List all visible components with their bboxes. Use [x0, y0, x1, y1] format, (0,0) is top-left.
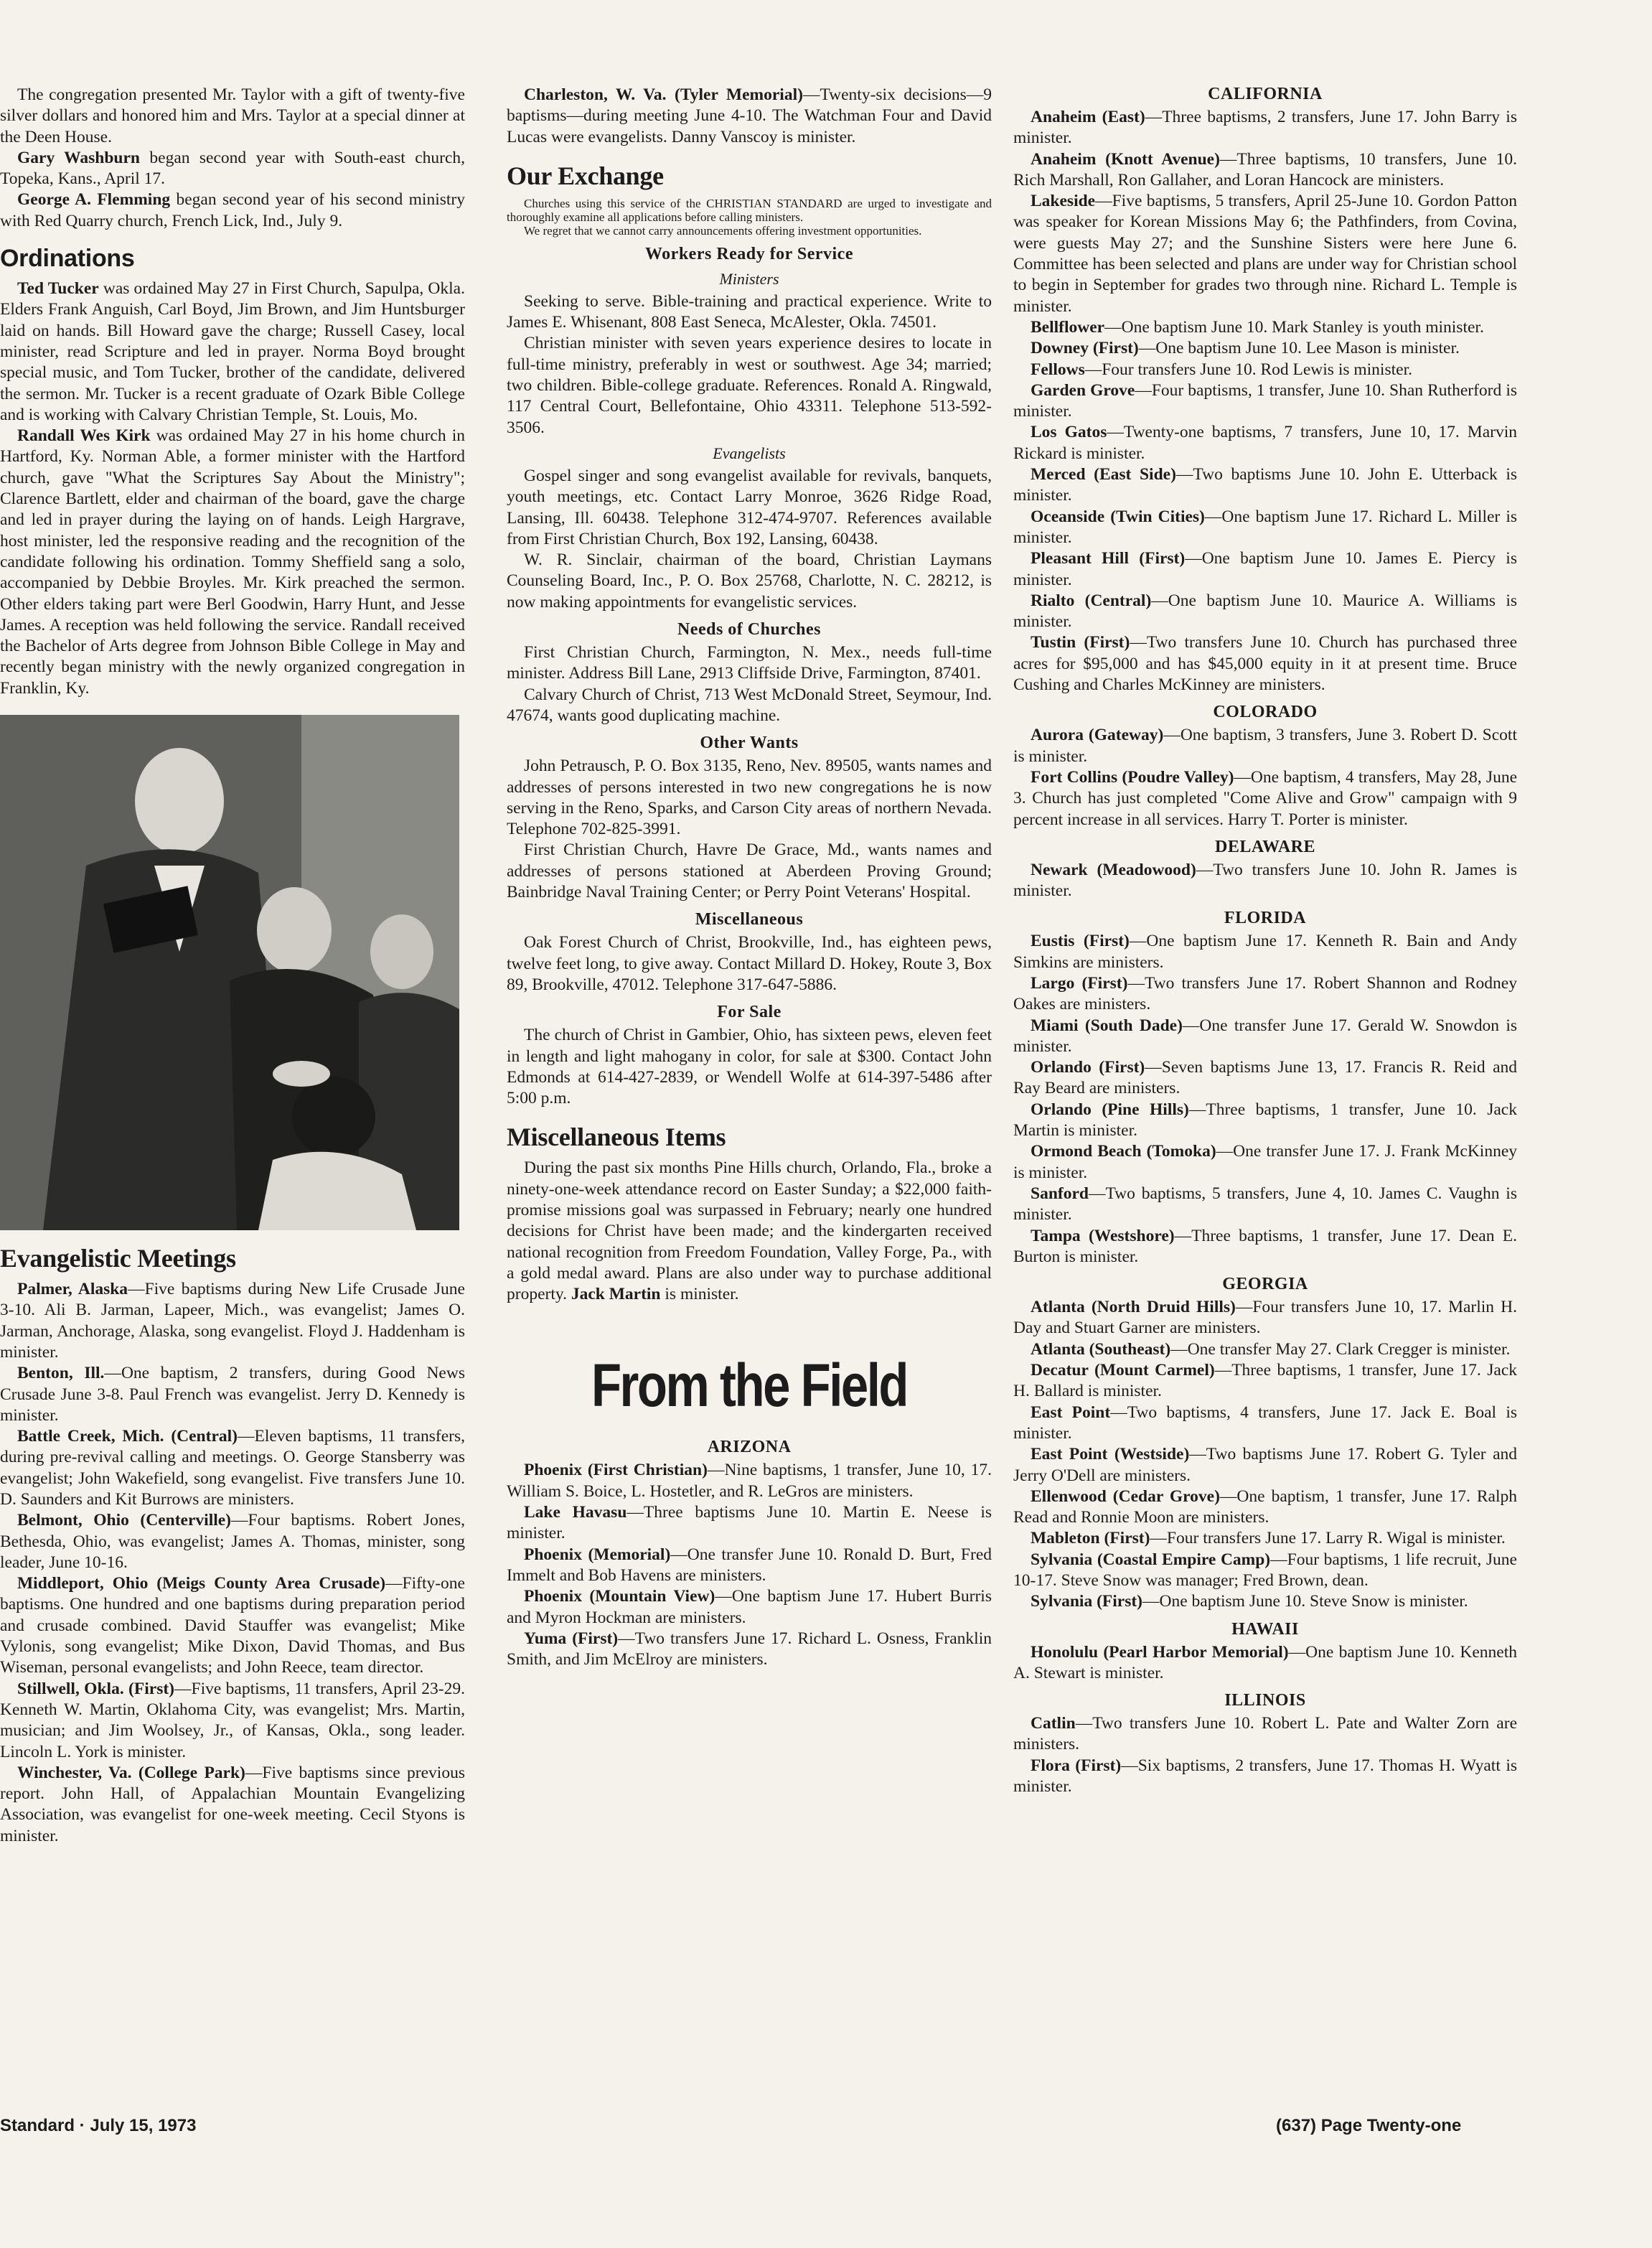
field-report: Garden Grove—Four baptisms, 1 transfer, June 10. Shan Rutherford is minister. [1013, 380, 1517, 421]
field-report: East Point—Two baptisms, 4 transfers, June 17. Jack E. Boal is minister. [1013, 1402, 1517, 1443]
field-report: Miami (South Dade)—One transfer June 17. Gerald W. Snowdon is minister. [1013, 1016, 1517, 1056]
field-report: Fellows—Four transfers June 10. Rod Lewis is minister. [1031, 360, 1412, 379]
field-report: Phoenix (Memorial)—One transfer June 10. Ronald D. Burt, Fred Immelt and Bob Havens are ministers. [507, 1545, 992, 1585]
field-report: Yuma (First)—Two transfers June 17. Richard L. Osness, Franklin Smith, and Jim McElroy are ministers. [507, 1629, 992, 1669]
paragraph: George A. Flemming began second year of his second ministry with Red Quarry church, French Lick, Ind., July 9. [0, 190, 465, 230]
section-heading-miscellaneous-items: Miscellaneous Items [507, 1123, 726, 1152]
state-heading-illinois: ILLINOIS [1224, 1691, 1306, 1710]
state-heading-georgia: GEORGIA [1222, 1275, 1308, 1294]
field-report: Ormond Beach (Tomoka)—One transfer June 17. J. Frank McKinney is minister. [1013, 1142, 1517, 1182]
paragraph: Christian minister with seven years experience desires to locate in full-time ministry, preferably in west or southwest. Age 34; married; two children. Bible-college graduate. References. Ronald A. Ringwald, 117 Central Court, Bellefontaine, Ohio 43311. Telephone 513-592-3506. [507, 334, 992, 437]
field-report: Newark (Meadowood)—Two transfers June 10. John R. James is minister. [1013, 860, 1517, 901]
field-report: Phoenix (Mountain View)—One baptism June 17. Hubert Burris and Myron Hockman are ministers. [507, 1587, 992, 1627]
paragraph: Gary Washburn began second year with South-east church, Topeka, Kans., April 17. [0, 148, 466, 189]
footer-page-number: (637) Page Twenty-one [1276, 2116, 1462, 2135]
field-report: Merced (East Side)—Two baptisms June 10. John E. Utterback is minister. [1013, 465, 1518, 505]
field-report: Flora (First)—Six baptisms, 2 transfers, June 17. Thomas H. Wyatt is minister. [1013, 1756, 1517, 1797]
field-report: Sylvania (First)—One baptism June 10. Steve Snow is minister. [1031, 1592, 1468, 1611]
exchange-note: Churches using this service of the CHRISTIAN STANDARD are urged to investigate and thoroughly examine all applications before calling ministers. [507, 196, 992, 224]
paragraph: Winchester, Va. (College Park)—Five baptisms since previous report. John Hall, of Appalachian Mountain Evangelizing Association, was evangelist for one-week meeting. Cecil Styons is minister. [0, 1763, 465, 1845]
subheading-for-sale: For Sale [717, 1003, 782, 1022]
field-report: Lake Havasu—Three baptisms June 10. Martin E. Neese is minister. [507, 1503, 992, 1543]
paragraph: Charleston, W. Va. (Tyler Memorial)—Twenty-six decisions—9 baptisms—during meeting June 4-10. The Watchman Four and David Lucas were evangelists. Danny Vanscoy is minister. [507, 85, 992, 146]
paragraph: John Petrausch, P. O. Box 3135, Reno, Nev. 89505, wants names and addresses of persons interested in two new congregations he is now serving in the Reno, Sparks, and Carson City areas of northern Nevada. Telephone 702-825-3991. [507, 757, 992, 839]
paragraph: Randall Wes Kirk was ordained May 27 in his home church in Hartford, Ky. Norman Able, a former minister with the Hartford church, gave "What the Scriptures Say About the Ministry"; Clarence Bartlett, elder and chairman of the board, gave the charge and led in prayer during the laying on of hands. Leigh Hargrave, host minister, led the responsive reading and the recognition of the candidate following his ordination. Tommy Sheffield sang a solo, accompanied by Debbie Broyles. Mr. Kirk preached the sermon. Other elders taking part were Berl Goodwin, Harry Hunt, and Jesse James. A reception was held following the service. Randall received the Bachelor of Arts degree from Johnson Bible College in May and recently began ministry with the newly organized congregation in Franklin, Ky. [0, 426, 465, 698]
exchange-note: We regret that we cannot carry announcements offering investment opportunities. [524, 223, 922, 238]
field-report: Pleasant Hill (First)—One baptism June 10. James E. Piercy is minister. [1013, 549, 1517, 589]
subheading-miscellaneous: Miscellaneous [695, 910, 804, 929]
field-report: Tampa (Westshore)—Three baptisms, 1 transfer, June 17. Dean E. Burton is minister. [1013, 1226, 1517, 1266]
field-report: Orlando (Pine Hills)—Three baptisms, 1 transfer, June 10. Jack Martin is minister. [1013, 1100, 1517, 1141]
paragraph: Seeking to serve. Bible-training and practical experience. Write to James E. Whisenant, 808 East Seneca, McAlester, Okla. 74501. [507, 291, 992, 332]
paragraph: Middleport, Ohio (Meigs County Area Crusade)—Fifty-one baptisms. One hundred and one baptisms during preparation period and crusade combined. David Stauffer was evangelist; Mike Vylonis, song evangelist; Mike Dixon, David Thomas, and Bus Wiseman, personal evangelists; and John Reece, team director. [0, 1574, 465, 1677]
field-report: Atlanta (North Druid Hills)—Four transfers June 10, 17. Marlin H. Day and Stuart Garner are ministers. [1013, 1298, 1518, 1338]
field-report: Phoenix (First Christian)—Nine baptisms, 1 transfer, June 10, 17. William S. Boice, L. Hostetler, and R. LeGros are ministers. [507, 1461, 992, 1501]
field-report: Mableton (First)—Four transfers June 17. Larry R. Wigal is minister. [1031, 1529, 1506, 1548]
column-left [0, 85, 465, 1847]
photo-illustration [0, 715, 459, 1230]
paragraph: Gospel singer and song evangelist available for revivals, banquets, youth meetings, etc. Contact Larry Monroe, 3626 Ridge Road, Lansing, Ill. 60438. Telephone 312-474-9707. References available from First Christian Church, Box 192, Lansing, 60438. [507, 466, 992, 548]
footer-date: Standard · July 15, 1973 [0, 2116, 197, 2135]
field-report: Downey (First)—One baptism June 10. Lee Mason is minister. [1031, 339, 1460, 358]
ordination-photo [0, 715, 459, 1230]
paragraph: The church of Christ in Gambier, Ohio, has sixteen pews, eleven feet in length and light mahogany in color, for sale at $300. Contact John Edmonds at 614-427-2839, or Wendell Wolfe at 614-397-5486 after 5:00 p.m. [507, 1026, 992, 1108]
section-heading-ordinations: Ordinations [0, 245, 135, 273]
subheading-evangelists: Evangelists [713, 444, 786, 462]
paragraph: The congregation presented Mr. Taylor with a gift of twenty-five silver dollars and honored him and Mrs. Taylor at a special dinner at the Deen House. [0, 85, 465, 146]
field-report: Largo (First)—Two transfers June 17. Robert Shannon and Rodney Oakes are ministers. [1013, 973, 1517, 1014]
field-report: Catlin—Two transfers June 10. Robert L. Pate and Walter Zorn are ministers. [1013, 1714, 1517, 1754]
section-heading-our-exchange: Our Exchange [507, 161, 664, 190]
state-heading-colorado: COLORADO [1213, 703, 1318, 722]
subheading-ministers: Ministers [719, 269, 779, 288]
subheading-other-wants: Other Wants [700, 734, 799, 753]
field-report: Eustis (First)—One baptism June 17. Kenneth R. Bain and Andy Simkins are ministers. [1013, 932, 1517, 972]
field-report: Fort Collins (Poudre Valley)—One baptism, 4 transfers, May 28, June 3. Church has just completed "Come Alive and Grow" campaign with 9 percent increase in all services. Harry T. Porter is minister. [1013, 767, 1518, 829]
paragraph: W. R. Sinclair, chairman of the board, Christian Laymans Counseling Board, Inc., P. O. Box 25768, Charlotte, N. C. 28212, is now making appointments for evangelistic services. [507, 551, 992, 612]
subheading-workers: Workers Ready for Service [645, 244, 853, 263]
field-report: Tustin (First)—Two transfers June 10. Church has purchased three acres for $95,000 and has $45,000 equity in it at present time. Bruce Cushing and Charles McKinney are ministers. [1013, 633, 1517, 695]
field-report: Atlanta (Southeast)—One transfer May 27. Clark Cregger is minister. [1031, 1339, 1511, 1359]
field-report: Sanford—Two baptisms, 5 transfers, June 4, 10. James C. Vaughn is minister. [1013, 1184, 1517, 1224]
section-heading-evangelistic-meetings: Evangelistic Meetings [0, 1244, 236, 1273]
paragraph: First Christian Church, Farmington, N. Mex., needs full-time minister. Address Bill Lane, 2913 Cliffside Drive, Farmington, 87401. [507, 643, 992, 683]
column-right [1013, 85, 1517, 1797]
field-report: Anaheim (East)—Three baptisms, 2 transfers, June 17. John Barry is minister. [1013, 108, 1517, 148]
field-report: Decatur (Mount Carmel)—Three baptisms, 1 transfer, June 17. Jack H. Ballard is minister. [1013, 1361, 1517, 1401]
field-report: Lakeside—Five baptisms, 5 transfers, April 25-June 10. Gordon Patton was speaker for Korean Missions May 6; the Pathfinders, from Covina, were guests May 27; and the Sunshine Sisters were here June 6. Committee has been selected and plans are under way for Christian school to begin in September for grades two through nine. Richard L. Temple is minister. [1013, 192, 1517, 316]
field-report: East Point (Westside)—Two baptisms June 17. Robert G. Tyler and Jerry O'Dell are ministers. [1013, 1445, 1517, 1485]
paragraph: Stillwell, Okla. (First)—Five baptisms, 11 transfers, April 23-29. Kenneth W. Martin, Oklahoma City, was evangelist; Mrs. Martin, musician; and Jim Woolsey, Jr., of Kansas, Okla., song leader. Lincoln L. York is minister. [0, 1679, 465, 1761]
paragraph: Battle Creek, Mich. (Central)—Eleven baptisms, 11 transfers, during pre-revival calling and meetings. O. George Stansberry was evangelist; John Wakefield, song evangelist. Five transfers June 10. D. Saunders and Kit Burrows are ministers. [0, 1427, 465, 1509]
field-report: Orlando (First)—Seven baptisms June 13, 17. Francis R. Reid and Ray Beard are ministers. [1013, 1058, 1517, 1098]
field-report: Ellenwood (Cedar Grove)—One baptism, 1 transfer, June 17. Ralph Read and Ronnie Moon are ministers. [1013, 1486, 1517, 1527]
field-report: Sylvania (Coastal Empire Camp)—Four baptisms, 1 life recruit, June 10-17. Steve Snow was manager; Fred Brown, dean. [1013, 1550, 1517, 1590]
subheading-needs: Needs of Churches [677, 620, 822, 640]
column-middle [507, 85, 992, 1670]
paragraph: During the past six months Pine Hills church, Orlando, Fla., broke a ninety-one-week attendance record on Easter Sunday; a $22,000 faith-promise missions goal was surpassed in February; nearly one hundred decisions for Christ have been made; and the kindergarten received national recognition from Freedom Foundation, Valley Forge, Pa., with a gold medal award. Plans are also under way to purchase additional property. Jack Martin is minister. [507, 1158, 992, 1304]
paragraph: Oak Forest Church of Christ, Brookville, Ind., has eighteen pews, twelve feet long, to give away. Contact Millard D. Hokey, Route 3, Box 89, Brookville, 47012. Telephone 317-647-5886. [507, 933, 992, 994]
paragraph: Benton, Ill.—One baptism, 2 transfers, during Good News Crusade June 3-8. Paul French was evangelist. Jerry D. Kennedy is minister. [0, 1364, 465, 1425]
state-heading-florida: FLORIDA [1224, 909, 1307, 928]
paragraph: Calvary Church of Christ, 713 West McDonald Street, Seymour, Ind. 47674, wants good duplicating machine. [507, 685, 992, 725]
paragraph: Belmont, Ohio (Centerville)—Four baptisms. Robert Jones, Bethesda, Ohio, was evangelist; James A. Thomas, minister, song leader, June 10-16. [0, 1511, 466, 1572]
field-report: Los Gatos—Twenty-one baptisms, 7 transfers, June 10, 17. Marvin Rickard is minister. [1013, 423, 1517, 463]
state-heading-delaware: DELAWARE [1214, 837, 1316, 856]
field-report: Honolulu (Pearl Harbor Memorial)—One baptism June 10. Kenneth A. Stewart is minister. [1013, 1642, 1517, 1682]
paragraph: First Christian Church, Havre De Grace, Md., wants names and addresses of persons stationed at Aberdeen Proving Ground; Bainbridge Naval Training Center; or Perry Point Veterans' Hospital. [507, 840, 992, 902]
field-report: Anaheim (Knott Avenue)—Three baptisms, 10 transfers, June 10. Rich Marshall, Ron Gallaher, and Loran Hancock are ministers. [1013, 149, 1517, 189]
paragraph: Palmer, Alaska—Five baptisms during New Life Crusade June 3-10. Ali B. Jarman, Lapeer, Mich., was evangelist; James O. Jarman, Anchorage, Alaska, song evangelist. Floyd J. Haddenham is minister. [0, 1280, 465, 1362]
field-report: Aurora (Gateway)—One baptism, 3 transfers, June 3. Robert D. Scott is minister. [1013, 726, 1517, 766]
field-report: Oceanside (Twin Cities)—One baptism June 17. Richard L. Miller is minister. [1013, 507, 1517, 547]
field-report: Bellflower—One baptism June 10. Mark Stanley is youth minister. [1031, 317, 1484, 337]
from-the-field-title: From the Field [591, 1352, 908, 1420]
state-heading-hawaii: HAWAII [1231, 1619, 1299, 1639]
state-heading-arizona: ARIZONA [707, 1438, 792, 1457]
field-report: Rialto (Central)—One baptism June 10. Maurice A. Williams is minister. [1013, 591, 1517, 632]
paragraph: Ted Tucker was ordained May 27 in First Church, Sapulpa, Okla. Elders Frank Anguish, Carl Boyd, Jim Brown, and Jim Huntsburger laid on hands. Bill Howard gave the charge; Russell Casey, local minister, read Scripture and led in prayer. Norma Boyd brought special music, and Tom Tucker, brother of the candidate, delivered the sermon. Mr. Tucker is a recent graduate of Ozark Bible College and is working with Calvary Christian Temple, St. Louis, Mo. [0, 279, 465, 424]
state-heading-california: CALIFORNIA [1208, 85, 1323, 103]
